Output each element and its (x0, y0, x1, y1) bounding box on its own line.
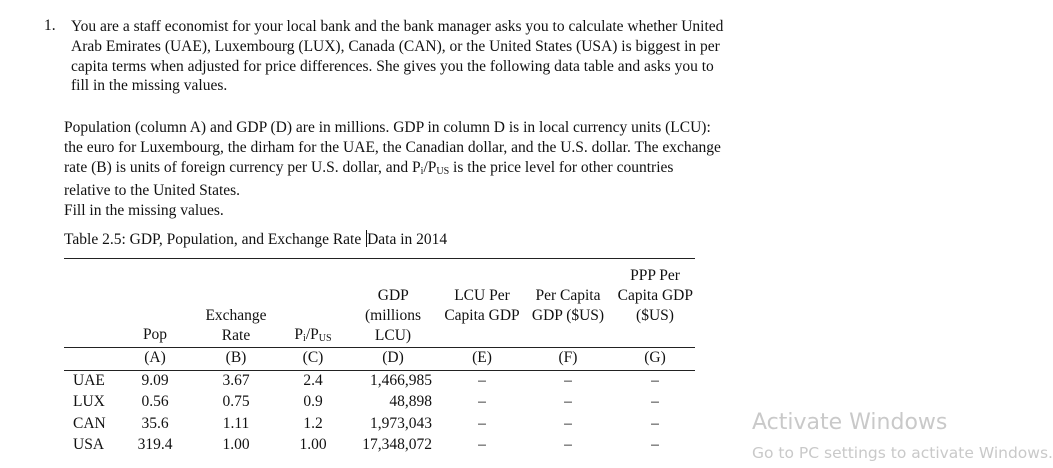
column-letter: (F) (558, 349, 578, 366)
header-line: Capita (444, 306, 485, 324)
paragraph-line: the euro for Luxembourg, the dirham for the UAE, the Canadian dollar, and the U.S. dollar. The exchange (64, 138, 721, 156)
column-letter: (B) (225, 349, 247, 366)
lcu-per-capita-cell: – (478, 372, 486, 389)
question-text (71, 17, 811, 96)
activation-watermark-subtitle: Go to PC settings to activate Windows. (752, 444, 1053, 462)
header-line: Per Capita (535, 287, 601, 304)
header-per-capita (526, 286, 610, 326)
header-line: GDP (488, 306, 520, 324)
pop-cell: 0.56 (141, 393, 169, 410)
table-caption[interactable] (64, 230, 447, 249)
country-cell: CAN (73, 415, 106, 432)
pop-cell: 9.09 (141, 372, 169, 389)
rate-cell: 0.75 (222, 393, 250, 410)
activation-watermark-title: Activate Windows (752, 410, 948, 435)
table-letter-rule (64, 370, 695, 371)
per-capita-cell: – (564, 393, 572, 410)
paragraph-line: Population (column A) and GDP (D) are in millions. GDP in column D is in local currency units (LCU): (64, 119, 711, 136)
country-cell: LUX (73, 393, 105, 410)
question-line: capita terms when adjusted for price differences. She gives you the following data table and asks you to (71, 57, 714, 75)
paragraph-text: rate (B) is units of foreign currency per U.S. dollar, and P (64, 158, 421, 176)
header-pop (125, 325, 185, 345)
header-lcu-per-capita (442, 286, 522, 326)
caption-text: Table 2.5: GDP, Population, and Exchange Rate (64, 231, 366, 248)
header-line: LCU Per (454, 287, 510, 304)
header-text: P (294, 326, 304, 343)
gdp-cell: 1,466,985 (370, 372, 432, 389)
header-line: Exchange (205, 307, 267, 324)
instruction-text: Fill in the missing values. (64, 202, 224, 219)
header-line: Capita (617, 286, 659, 304)
question-number: 1. (44, 17, 56, 34)
header-line: Pop (142, 326, 168, 343)
price-cell: 1.00 (299, 436, 327, 453)
lcu-per-capita-cell: – (478, 415, 486, 432)
paragraph-text: is the price level for other countries (449, 158, 674, 176)
header-exchange-rate (196, 306, 276, 346)
caption-text: Data in 2014 (367, 231, 448, 248)
header-ppp (616, 266, 694, 325)
header-line: PPP Per (630, 267, 680, 284)
table-top-rule (64, 258, 695, 259)
rate-cell: 3.67 (222, 372, 250, 389)
header-text: /P (305, 326, 319, 343)
header-line: ($US) (566, 306, 605, 324)
question-line: fill in the missing values. (71, 77, 228, 95)
ppp-cell: – (651, 372, 659, 389)
country-cell: USA (73, 436, 105, 453)
header-line: GDP (531, 306, 563, 324)
gdp-cell: 17,348,072 (362, 436, 432, 453)
subscript-i: i (420, 165, 424, 177)
per-capita-cell: – (564, 415, 572, 432)
column-letter: (C) (302, 349, 324, 366)
header-line: Rate (221, 326, 251, 344)
country-cell: UAE (73, 372, 105, 389)
header-line (294, 326, 331, 343)
per-capita-cell: – (564, 436, 572, 453)
subscript-us: US (318, 333, 332, 344)
header-price-level (282, 325, 344, 349)
ppp-cell: – (651, 415, 659, 432)
paragraph-line: relative to the United States. (64, 182, 241, 200)
column-letter: (D) (382, 349, 404, 366)
subscript-i: i (303, 333, 306, 344)
table-header-rule (64, 347, 695, 348)
rate-cell: 1.11 (222, 415, 250, 432)
data-description-paragraph (64, 118, 824, 201)
ppp-cell: – (651, 393, 659, 410)
price-cell: 1.2 (303, 415, 323, 432)
header-line: GDP (661, 286, 693, 304)
price-cell: 2.4 (303, 372, 323, 389)
paragraph-line (64, 158, 824, 182)
pop-cell: 319.4 (137, 436, 173, 453)
subscript-us: US (436, 165, 450, 177)
lcu-per-capita-cell: – (478, 393, 486, 410)
per-capita-cell: – (564, 372, 572, 389)
header-line: (millions (365, 306, 421, 324)
lcu-per-capita-cell: – (478, 436, 486, 453)
gdp-cell: 48,898 (389, 393, 432, 410)
question-line: Arab Emirates (UAE), Luxembourg (LUX), Canada (CAN), or the United States (USA) is biggest in per (71, 37, 720, 55)
header-line: GDP (377, 287, 409, 304)
price-cell: 0.9 (303, 393, 323, 410)
column-letter: (E) (472, 349, 492, 366)
header-gdp (350, 286, 436, 345)
gdp-cell: 1,973,043 (370, 415, 432, 432)
ppp-cell: – (651, 436, 659, 453)
column-letter: (A) (144, 349, 166, 366)
header-line: ($US) (636, 306, 674, 324)
paragraph-text: /P (423, 158, 437, 176)
column-letter: (G) (644, 349, 666, 366)
rate-cell: 1.00 (222, 436, 250, 453)
question-line: You are a staff economist for your local bank and the bank manager asks you to calculate whether United (71, 18, 724, 35)
header-line: LCU) (374, 326, 412, 344)
pop-cell: 35.6 (141, 415, 169, 432)
